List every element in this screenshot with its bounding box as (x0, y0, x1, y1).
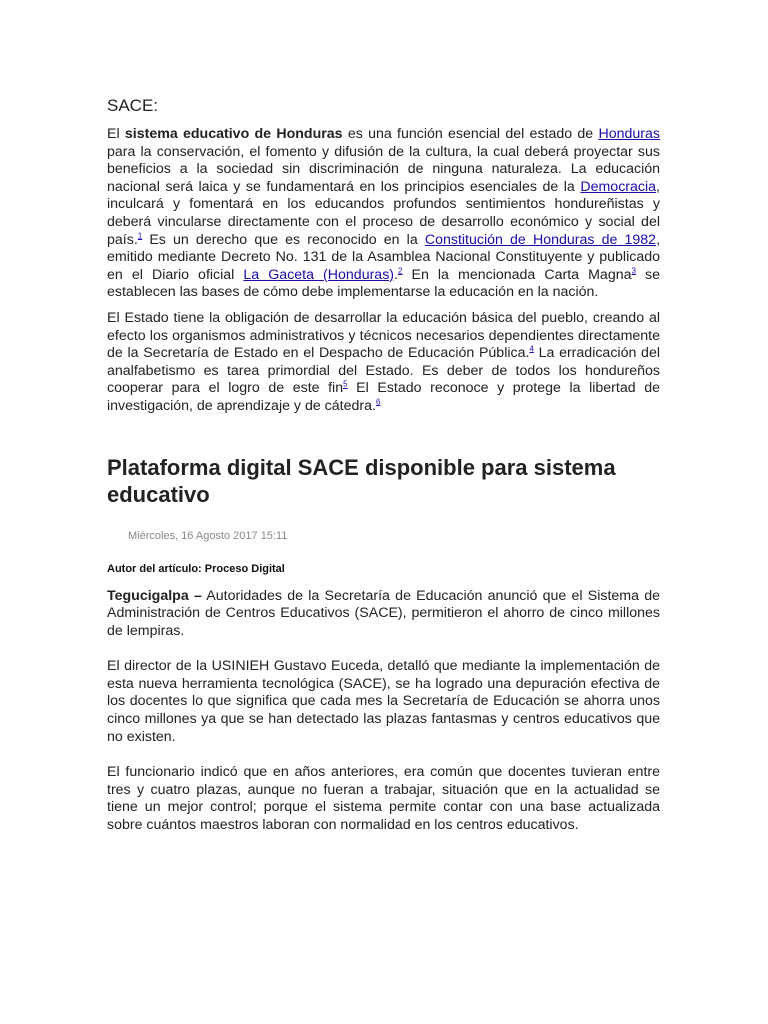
footnote-ref-4[interactable]: 4 (529, 344, 534, 354)
text-run: es una función esencial del estado de (342, 126, 599, 142)
footnote-ref-1[interactable]: 1 (137, 230, 143, 240)
footnote-ref-6[interactable]: 6 (375, 397, 381, 407)
text-run: se establecen las bases de cómo debe implementarse la educación en la nación. (107, 266, 660, 301)
article-date: Miércoles, 16 Agosto 2017 15:11 (128, 529, 288, 542)
text-run: . (394, 266, 398, 283)
article-paragraph-3: El funcionario indicó que en años anteriores, era común que docentes tuvieran entre tres y cuatro plazas, aunque no fueran a trabajar, situación que en la actualidad se tiene un mejor control; porque el sistema permite contar con una base actualizada sobre cuántos maestros laboran con normalidad en los centros educativos. (107, 764, 660, 834)
bold-term: sistema educativo de Honduras (124, 126, 343, 142)
section-title: SACE: (107, 96, 159, 115)
article-headline: Plataforma digital SACE disponible para sistema educativo (107, 454, 616, 507)
link-constitucion[interactable]: Constitución de Honduras de 1982 (424, 231, 657, 248)
link-honduras[interactable]: Honduras (598, 126, 660, 142)
intro-paragraph (107, 126, 660, 302)
link-democracia[interactable]: Democracia (580, 178, 657, 195)
link-la-gaceta[interactable]: La Gaceta (Honduras) (243, 266, 395, 283)
text-run: El Estado tiene la obligación de desarrollar la educación básica del pueblo, creando al efecto los organismos administrativos y técnicos necesarios dependientes directamente de la Secretaría de Estado en el Despacho de Educación Pública. (107, 309, 660, 362)
text-run: , emitido mediante Decreto No. 131 de la Asamblea Nacional Constituyente y publicado en el Diario oficial (107, 231, 661, 283)
text-run: El Estado reconoce y protege la libertad de investigación, de aprendizaje y de cátedra. (107, 380, 660, 414)
document-page (107, 96, 660, 835)
text-run: El (107, 126, 125, 142)
footnote-ref-3[interactable]: 3 (631, 266, 636, 276)
article-author: Autor del artículo: Proceso Digital (107, 562, 285, 575)
article-paragraph-2: El director de la USINIEH Gustavo Euceda, detalló que mediante la implementación de esta nueva herramienta tecnológica (SACE), se ha logrado una depuración efectiva de los docentes lo que significa que cada mes la Secretaría de Educación se ahorra unos cinco millones ya que se han detectado las plazas fantasmas y centros educativos que no existen. (107, 658, 660, 745)
text-run: para la conservación, el fomento y difusión de la cultura, la cual deberá proyectar sus beneficios a la sociedad sin discriminación de ninguna naturaleza. La educación nacional será laica y se fundamentará en los principios esenciales de la (107, 143, 660, 195)
text-run: En la mencionada Carta Magna (402, 266, 632, 283)
text-run: Autoridades de la Secretaría de Educación anunció que el Sistema de Administración de Centros Educativos (SACE), permitieron el ahorro de cinco millones de lempiras. (107, 587, 660, 639)
footnote-ref-5[interactable]: 5 (343, 379, 348, 389)
text-run: , inculcará y fomentará en los educandos profundos sentimientos hondureñistas y deberá vincularse directamente con el proceso de desarrollo económico y social del país. (107, 178, 660, 248)
footnote-ref-2[interactable]: 2 (397, 266, 403, 276)
article-lede (107, 588, 660, 641)
dateline: Tegucigalpa – (107, 587, 202, 604)
text-run: Es un derecho que es reconocido en la (142, 231, 425, 248)
second-paragraph (107, 310, 660, 416)
text-run: La erradicación del analfabetismo es tarea primordial del Estado. Es deber de todos los hondureños cooperar para el logro de este fin (107, 345, 660, 397)
